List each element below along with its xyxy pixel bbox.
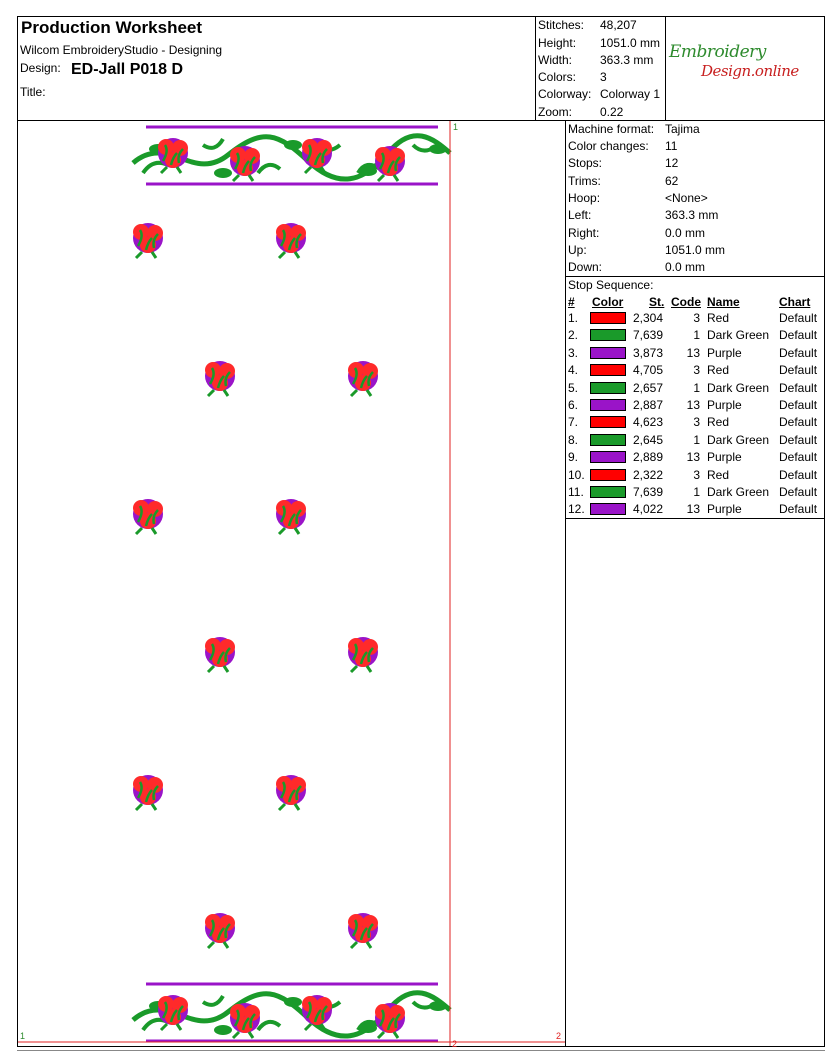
frame-bottom <box>17 1046 825 1047</box>
software-name: Wilcom EmbroideryStudio - Designing <box>20 43 223 57</box>
stop-chart: Default <box>779 485 818 499</box>
stop-row <box>566 501 824 518</box>
machine-label: Up: <box>568 243 587 257</box>
stop-number: 3. <box>568 345 579 360</box>
stop-stitches: 3,873 <box>632 345 663 360</box>
color-swatch <box>590 347 626 359</box>
machine-label: Down: <box>568 260 603 274</box>
stop-chart: Default <box>779 328 818 343</box>
color-swatch <box>590 486 626 498</box>
stop-stitches: 7,639 <box>632 328 663 343</box>
col-header-chart: Chart <box>779 295 811 309</box>
machine-value: 11 <box>665 139 678 153</box>
start-marker-bottom: 1 <box>20 1031 26 1041</box>
stat-label: Colorway: <box>538 87 592 101</box>
stop-chart: Default <box>779 345 818 360</box>
design-name: ED-Jall P018 D <box>71 61 184 78</box>
machine-value: 62 <box>665 174 679 188</box>
stop-code: 13 <box>686 398 700 412</box>
stop-number: 12. <box>568 502 585 517</box>
col-header-color: Color <box>592 295 624 309</box>
color-swatch <box>590 382 626 394</box>
end-marker: 2 <box>452 1039 458 1049</box>
stat-label: Height: <box>538 36 577 50</box>
stop-code: 3 <box>693 363 700 378</box>
stop-sequence-title: Stop Sequence: <box>568 278 654 292</box>
color-swatch <box>590 503 626 515</box>
stat-label: Stitches: <box>538 18 585 32</box>
stop-chart: Default <box>779 363 818 378</box>
panel-divider <box>565 120 566 1046</box>
stop-name: Dark Green <box>707 328 770 343</box>
stop-chart: Default <box>779 398 818 412</box>
stop-row <box>566 449 824 466</box>
machine-label: Machine format: <box>568 122 655 136</box>
frame-top <box>17 16 825 17</box>
stop-name: Red <box>707 363 730 378</box>
stop-row <box>566 484 824 501</box>
stop-number: 9. <box>568 450 579 465</box>
machine-label: Stops: <box>568 156 603 170</box>
stop-row <box>566 327 824 344</box>
stop-code: 1 <box>693 380 700 395</box>
stat-label: Width: <box>538 53 573 67</box>
color-swatch <box>590 364 626 376</box>
stop-chart: Default <box>779 502 818 517</box>
stats-left-divider <box>535 16 536 120</box>
stop-number: 1. <box>568 311 579 325</box>
color-swatch <box>590 416 626 428</box>
stop-stitches: 4,705 <box>632 363 663 378</box>
machine-label: Hoop: <box>568 191 601 205</box>
machine-label: Left: <box>568 208 592 222</box>
stat-value: 0.22 <box>600 105 624 119</box>
stop-number: 10. <box>568 467 585 482</box>
stop-code: 3 <box>693 415 700 430</box>
stop-stitches: 2,887 <box>632 398 663 412</box>
logo-line-2: Design.online <box>701 62 799 80</box>
col-header-code: Code <box>671 295 701 309</box>
stop-number: 8. <box>568 432 579 447</box>
color-swatch <box>590 451 626 463</box>
stop-code: 13 <box>686 450 700 465</box>
color-swatch <box>590 399 626 411</box>
machine-value: 12 <box>665 156 679 170</box>
col-header-stitches: St. <box>649 295 665 309</box>
machine-value: <None> <box>665 191 708 205</box>
stop-stitches: 2,304 <box>632 311 663 325</box>
stop-code: 13 <box>686 345 700 360</box>
machine-value: 0.0 mm <box>665 260 706 274</box>
brand-logo <box>667 40 823 90</box>
color-swatch <box>590 469 626 481</box>
machine-label: Color changes: <box>568 139 649 153</box>
stop-row <box>566 397 824 414</box>
design-preview <box>18 121 565 1046</box>
stop-row <box>566 432 824 449</box>
page-bottom-rule <box>17 1050 825 1051</box>
title-label: Title: <box>20 85 46 99</box>
stop-stitches: 2,645 <box>632 432 663 447</box>
stat-label: Colors: <box>538 70 577 84</box>
stat-value: 48,207 <box>600 18 637 32</box>
machine-divider <box>565 276 825 277</box>
color-swatch <box>590 329 626 341</box>
stop-row <box>566 467 824 484</box>
stop-name: Dark Green <box>707 432 770 447</box>
stop-code: 3 <box>693 467 700 482</box>
stop-stitches: 2,889 <box>632 450 663 465</box>
machine-value: 363.3 mm <box>665 208 719 222</box>
page-title: Production Worksheet <box>21 18 203 37</box>
stop-name: Red <box>707 467 730 482</box>
logo-line-1: Embroidery <box>669 42 766 62</box>
stop-code: 1 <box>693 432 700 447</box>
start-marker: 1 <box>453 122 459 132</box>
stop-name: Red <box>707 311 730 325</box>
col-header-name: Name <box>707 295 740 309</box>
color-swatch <box>590 312 626 324</box>
stop-stitches: 2,322 <box>632 467 663 482</box>
stop-code: 1 <box>693 328 700 343</box>
stop-chart: Default <box>779 380 818 395</box>
stop-chart: Default <box>779 450 818 465</box>
stop-stitches: 4,022 <box>632 502 663 517</box>
stop-name: Purple <box>707 398 742 412</box>
stop-chart: Default <box>779 432 818 447</box>
color-swatch <box>590 434 626 446</box>
stat-value: 1051.0 mm <box>600 36 661 50</box>
frame-right <box>824 16 825 1046</box>
machine-value: 1051.0 mm <box>665 243 726 257</box>
stop-name: Purple <box>707 345 742 360</box>
stop-number: 2. <box>568 328 579 343</box>
stop-chart: Default <box>779 415 818 430</box>
stop-row <box>566 310 824 327</box>
stop-chart: Default <box>779 311 818 325</box>
stop-number: 5. <box>568 380 579 395</box>
stop-code: 1 <box>693 485 700 499</box>
stop-stitches: 7,639 <box>632 485 663 499</box>
stop-name: Red <box>707 415 730 430</box>
stat-value: 3 <box>600 70 607 84</box>
stop-stitches: 4,623 <box>632 415 663 430</box>
stop-code: 13 <box>686 502 700 517</box>
machine-value: 0.0 mm <box>665 226 706 240</box>
design-label: Design: <box>20 61 61 75</box>
stat-value: Colorway 1 <box>600 87 661 101</box>
stop-code: 3 <box>693 311 700 325</box>
stop-name: Purple <box>707 502 742 517</box>
stop-name: Purple <box>707 450 742 465</box>
stat-value: 363.3 mm <box>600 53 654 67</box>
stop-name: Dark Green <box>707 485 770 499</box>
stop-number: 7. <box>568 415 579 430</box>
stop-row <box>566 380 824 397</box>
stop-name: Dark Green <box>707 380 770 395</box>
machine-label: Right: <box>568 226 600 240</box>
stop-stitches: 2,657 <box>632 380 663 395</box>
stop-chart: Default <box>779 467 818 482</box>
machine-label: Trims: <box>568 174 601 188</box>
stop-number: 6. <box>568 398 579 412</box>
logo-left-divider <box>665 16 666 120</box>
stop-row <box>566 345 824 362</box>
machine-value: Tajima <box>665 122 700 136</box>
stop-row <box>566 362 824 379</box>
stop-number: 11. <box>568 485 584 499</box>
stop-number: 4. <box>568 363 579 378</box>
col-header-num: # <box>568 295 575 309</box>
stop-row <box>566 414 824 431</box>
end-marker-right: 2 <box>556 1031 562 1041</box>
stat-label: Zoom: <box>538 105 573 119</box>
